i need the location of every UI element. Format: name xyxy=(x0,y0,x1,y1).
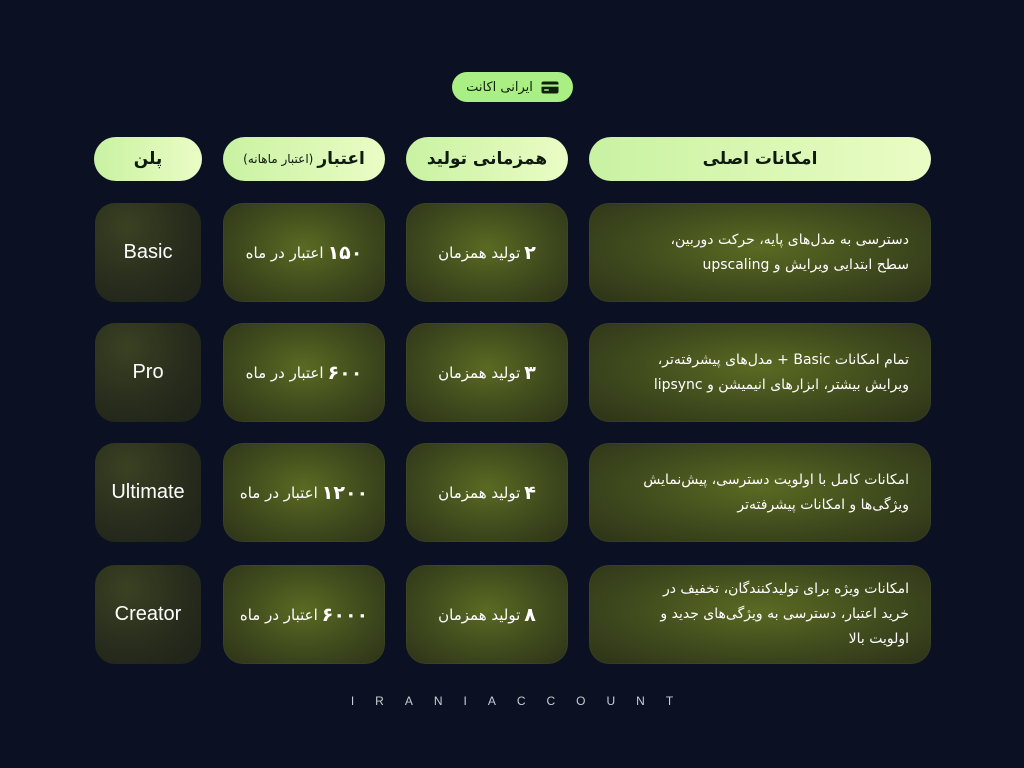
plan-cell-creator xyxy=(95,565,201,664)
features-cell xyxy=(589,203,931,302)
concurrency-value: ۲ xyxy=(524,241,536,264)
footer-wordmark: IRANIACCOUNT xyxy=(350,694,695,708)
feature-line: تمام امکانات Basic + مدل‌های پیشرفته‌تر، xyxy=(657,351,909,368)
feature-line: امکانات ویژه برای تولیدکنندگان، تخفیف در xyxy=(662,581,909,597)
header-features xyxy=(589,137,931,181)
concurrency-unit: تولید همزمان xyxy=(438,243,521,262)
concurrency-value: ۸ xyxy=(524,603,536,626)
credit-value: ۱۵۰ xyxy=(327,241,363,264)
header-concurrency xyxy=(406,137,568,181)
credit-unit: اعتبار در ماه xyxy=(239,605,318,624)
credit-unit: اعتبار در ماه xyxy=(239,483,318,502)
concurrency-cell xyxy=(406,203,568,302)
concurrency-cell xyxy=(406,565,568,664)
plan-name: Basic xyxy=(123,241,173,263)
feature-line: اولویت بالا xyxy=(848,631,909,647)
header-credit xyxy=(223,137,385,181)
feature-line: ویرایش بیشتر، ابزارهای انیمیشن و lipsync xyxy=(653,376,909,393)
header-plan xyxy=(94,137,202,181)
credit-value: ۱۲۰۰ xyxy=(321,481,369,504)
concurrency-value: ۳ xyxy=(524,361,536,384)
concurrency-cell xyxy=(406,323,568,422)
brand-badge xyxy=(452,72,573,102)
feature-line: دسترسی به مدل‌های پایه، حرکت دوربین، xyxy=(670,231,909,248)
brand-label: ایرانی اکانت xyxy=(466,79,533,95)
feature-line: سطح ابتدایی ویرایش و upscaling xyxy=(702,256,909,273)
header-concurrency-label: همزمانی تولید xyxy=(426,149,548,169)
concurrency-value: ۴ xyxy=(524,481,536,504)
credit-cell xyxy=(223,565,385,664)
header-plan-label: پلن xyxy=(133,149,163,169)
header-credit-sub: (اعتبار ماهانه) xyxy=(243,152,314,166)
features-cell xyxy=(589,443,931,542)
plan-name: Pro xyxy=(132,361,164,383)
credit-cell xyxy=(223,203,385,302)
plan-name: Ultimate xyxy=(111,481,185,503)
plan-name: Creator xyxy=(114,603,182,625)
header-credit-label: اعتبار xyxy=(317,149,365,169)
credit-unit: اعتبار در ماه xyxy=(245,243,324,262)
credit-value: ۶۰۰۰ xyxy=(321,603,369,626)
credit-value: ۶۰۰ xyxy=(327,361,363,384)
concurrency-unit: تولید همزمان xyxy=(438,363,521,382)
features-cell xyxy=(589,565,931,664)
credit-cell xyxy=(223,323,385,422)
credit-unit: اعتبار در ماه xyxy=(245,363,324,382)
feature-line: ویژگی‌ها و امکانات پیشرفته‌تر xyxy=(737,496,909,513)
header-features-label: امکانات اصلی xyxy=(702,149,818,169)
feature-line: خرید اعتبار، دسترسی به ویژگی‌های جدید و xyxy=(660,606,909,622)
concurrency-unit: تولید همزمان xyxy=(438,483,521,502)
concurrency-cell xyxy=(406,443,568,542)
feature-line: امکانات کامل با اولویت دسترسی، پیش‌نمایش xyxy=(643,471,909,488)
features-cell xyxy=(589,323,931,422)
credit-card-icon xyxy=(541,81,559,94)
plan-cell-ultimate xyxy=(95,443,201,542)
concurrency-unit: تولید همزمان xyxy=(438,605,521,624)
plan-cell-basic xyxy=(95,203,201,302)
plan-cell-pro xyxy=(95,323,201,422)
credit-cell xyxy=(223,443,385,542)
